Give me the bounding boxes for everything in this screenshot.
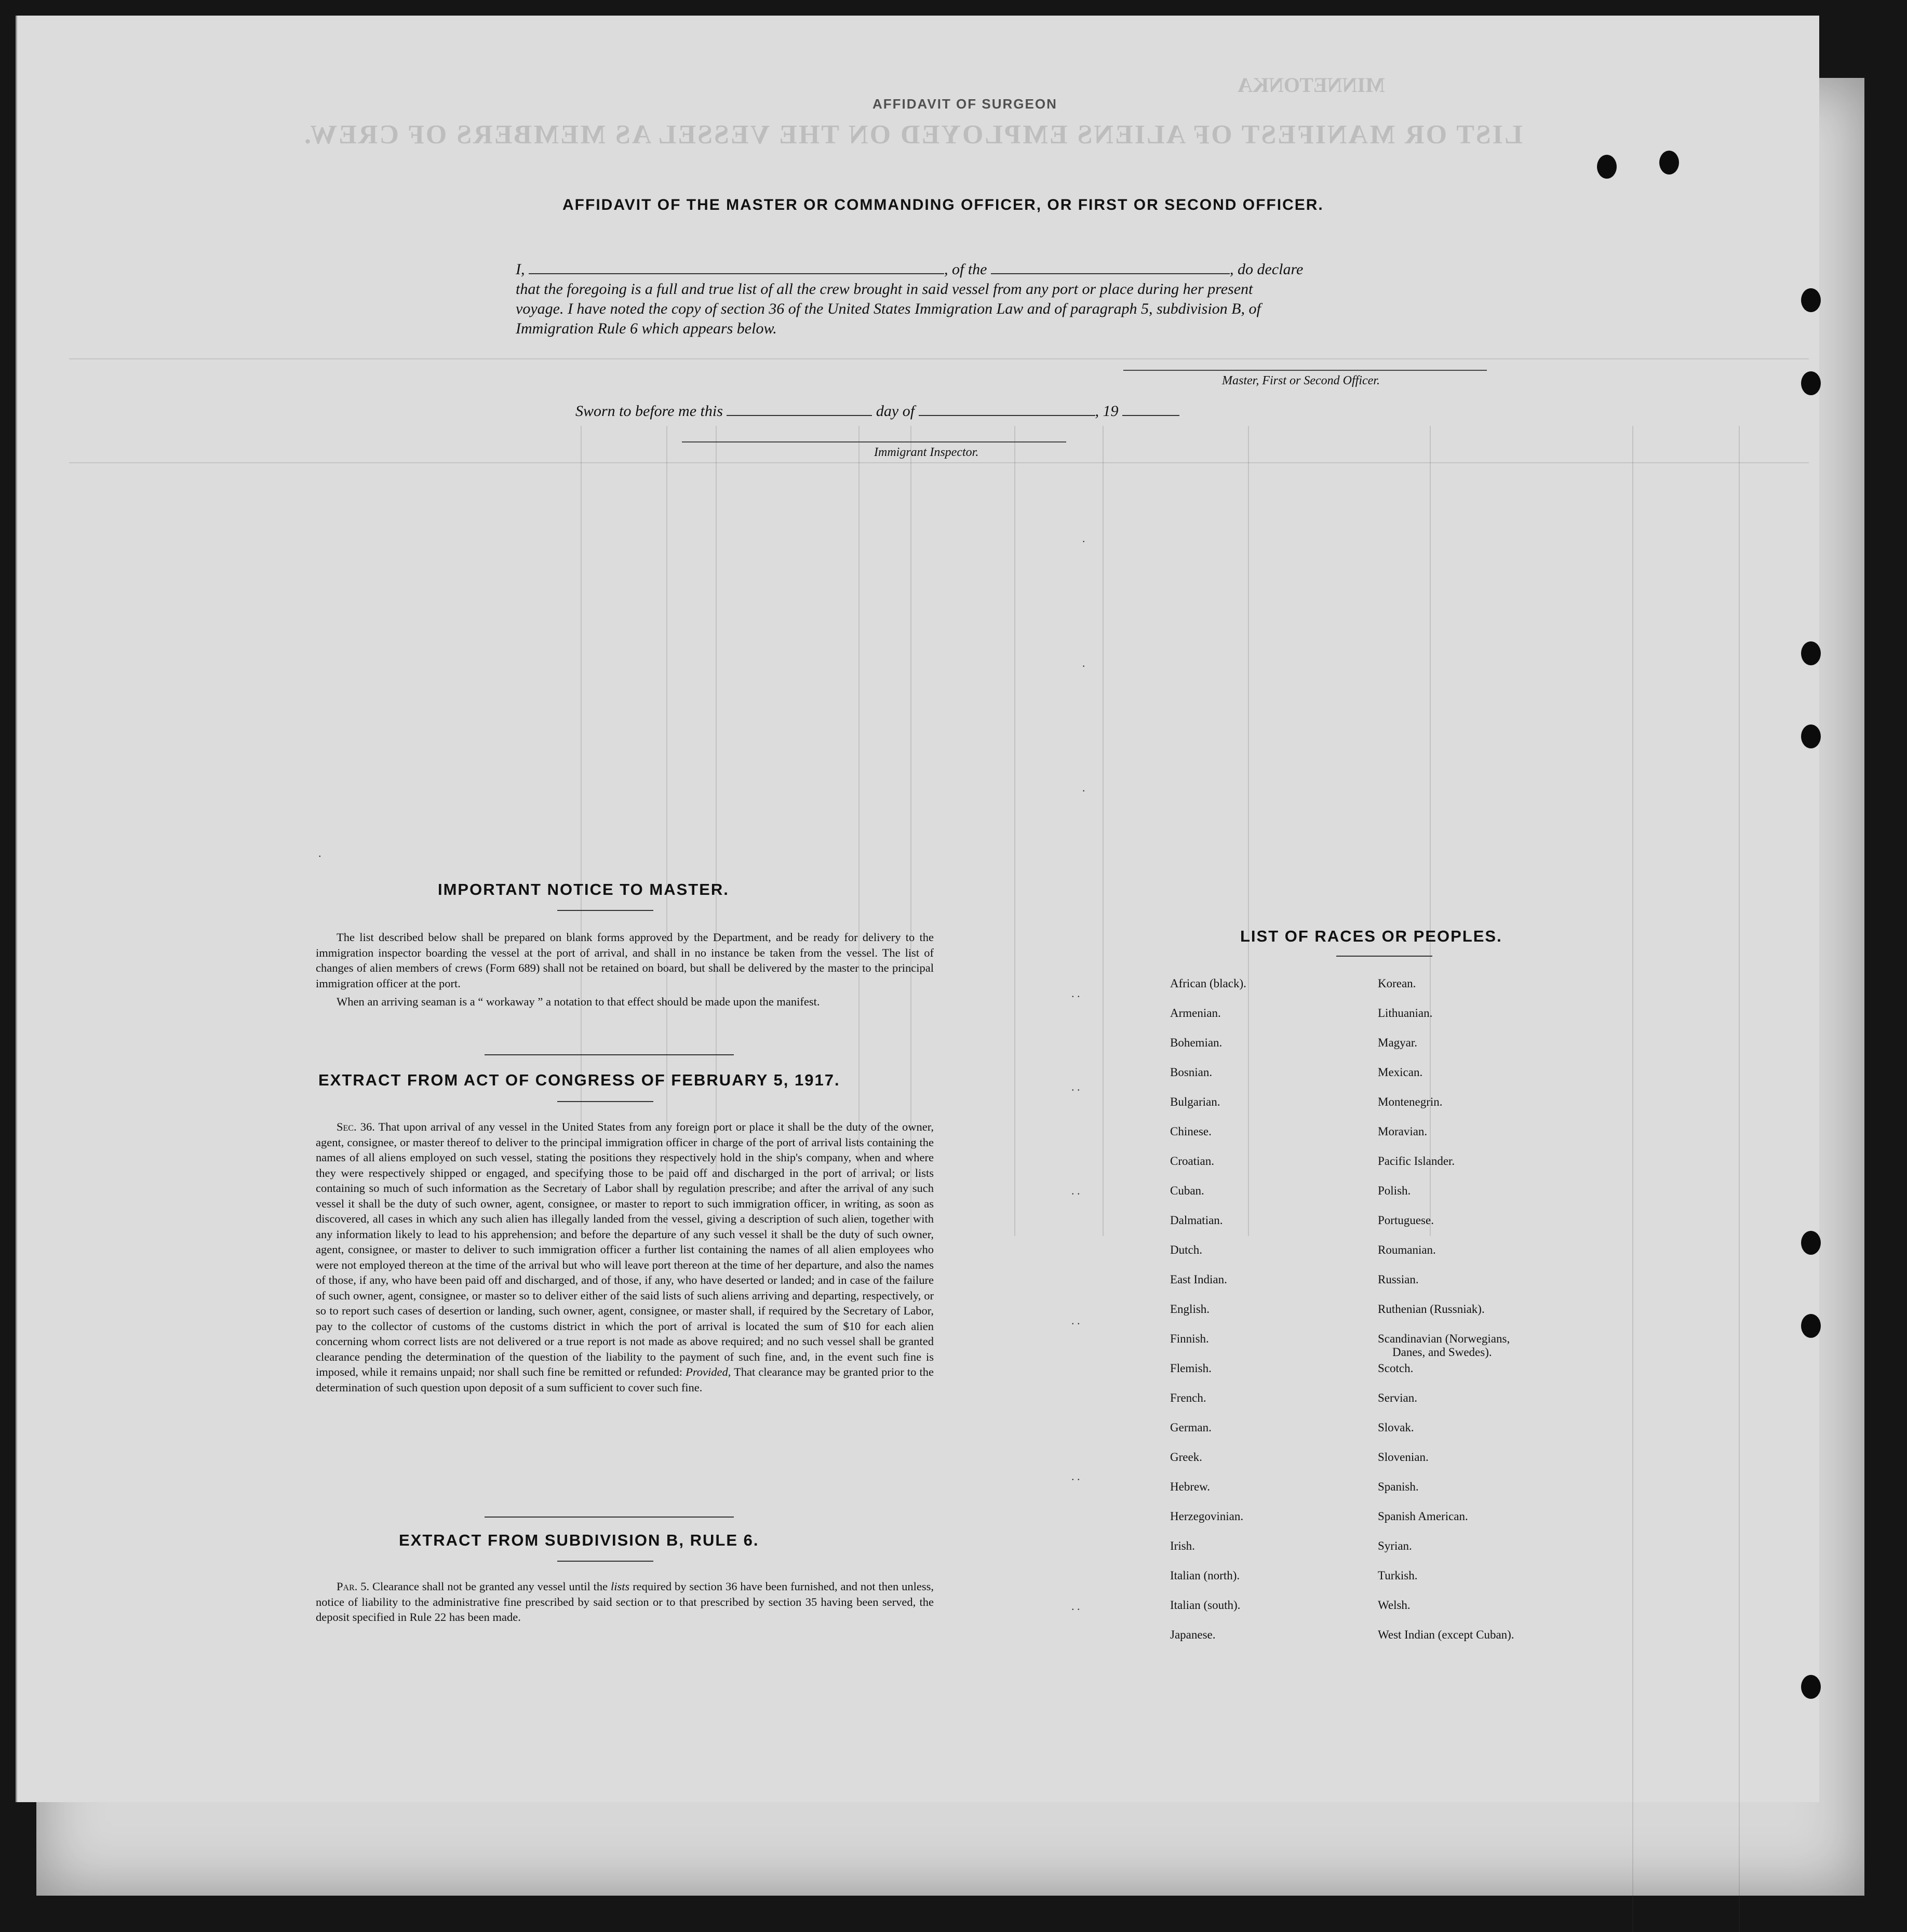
race-item: Armenian. (1170, 1007, 1221, 1019)
declaration-i: I, (516, 261, 525, 278)
declaration-line-3: voyage. I have noted the copy of section 36 of the United States Immigration Law and of paragraph 5, subdivision B, of (516, 300, 1261, 317)
sworn-year-blank[interactable] (1122, 403, 1179, 416)
sworn-prefix: Sworn to before me this (575, 403, 723, 420)
race-item: Magyar. (1378, 1036, 1418, 1049)
underlying-form-title: AFFIDAVIT OF SURGEON (872, 96, 1057, 112)
race-item: Polish. (1378, 1184, 1411, 1197)
race-item: West Indian (except Cuban). (1378, 1628, 1514, 1641)
act-extract-text (316, 1119, 934, 1395)
race-item: Russian. (1378, 1273, 1419, 1286)
sworn-day-blank[interactable] (727, 403, 872, 416)
race-item: Irish. (1170, 1539, 1195, 1552)
declaration-of-the: , of the (944, 261, 987, 278)
races-heading: LIST OF RACES OR PEOPLES. (1240, 927, 1502, 945)
par-5-label: Par. 5. (337, 1580, 370, 1593)
race-item: Slovak. (1378, 1421, 1414, 1434)
sworn-month-blank[interactable] (919, 403, 1095, 416)
notice-rule (557, 910, 653, 911)
act-extract-heading: EXTRACT FROM ACT OF CONGRESS OF FEBRUARY 5, 1917. (318, 1071, 840, 1089)
race-item: Cuban. (1170, 1184, 1204, 1197)
race-item: Pacific Islander. (1378, 1155, 1455, 1168)
par-5-lists: lists (611, 1580, 630, 1593)
race-item: Syrian. (1378, 1539, 1412, 1552)
race-item: Montenegrin. (1378, 1095, 1443, 1108)
race-item: Finnish. (1170, 1332, 1209, 1345)
race-item (1378, 1332, 1514, 1361)
par-5-text-b: required by section 36 have been furnished, and not then unless, notice of liability to the administrative fine prescribed by said section or to that prescribed by section 35 having been served, the deposit specified in Rule 22 has been made. (316, 1580, 934, 1624)
race-item: Servian. (1378, 1391, 1418, 1404)
race-item: Welsh. (1378, 1599, 1411, 1612)
race-item: Roumanian. (1378, 1243, 1436, 1256)
provided-word: Provided, (686, 1365, 731, 1378)
race-item: Bulgarian. (1170, 1095, 1220, 1108)
race-item-scandinavian-cont: Danes, and Swedes). (1392, 1346, 1492, 1359)
declaration-line-2: that the foregoing is a full and true list of all the crew brought in said vessel from any port or place during her present (516, 280, 1253, 298)
race-item: Mexican. (1378, 1066, 1423, 1079)
races-rule (1336, 956, 1432, 957)
notice-paragraph-1: The list described below shall be prepared on blank forms approved by the Department, and be ready for delivery to the immigration inspector boarding the vessel at the port of arrival, and shall in no instance be taken from the vessel. The list of changes of alien members of crews (Form 689) shall not be retained on board, but shall be delivered by the master to the principal immigration officer at the port. (316, 931, 934, 990)
affidavit-heading: AFFIDAVIT OF THE MASTER OR COMMANDING OFFICER, OR FIRST OR SECOND OFFICER. (562, 196, 1324, 213)
race-item: Italian (north). (1170, 1569, 1240, 1582)
punch-hole (1801, 641, 1821, 665)
race-item: Herzegovinian. (1170, 1510, 1244, 1523)
race-item: Ruthenian (Russniak). (1378, 1303, 1485, 1316)
race-item: Portuguese. (1378, 1214, 1434, 1227)
par-5-text-a: Clearance shall not be granted any vessel until the (372, 1580, 608, 1593)
document-page: MINNETONKA LIST OR MANIFEST OF ALIENS EMPLOYED ON THE VESSEL AS MEMBERS OF CREW. AFFIDAVIT OF THE MASTER OR COMMANDING OFFICER, OR FIRST OR SECOND OFFICER. I, , of the , do declare that the foregoing is a full and true list of all the crew brought in said vessel from any port or place during her present voyage. I have noted the copy of section 36 of the United States Immigration Law and of paragraph 5, subdivision B, of Immigration Rule 6 which appears below. Master, First or Second Officer. Sworn to before me this day of , 19 Immigrant Inspector. · · · . . . . . . . . . . . . . IMPORTANT NOTICE TO MASTER. The list described below shall be prepared on blank forms approved by the Department, and be ready for delivery to the immigration inspector boarding the vessel at the port of arrival, and shall in no instance be taken from the vessel. The list of changes of alien members of crews (Form 689) shall not be retained on board, but shall be delivered by the master to the principal immigration officer at the port. When an arriving seaman is a “ workaway ” a notation to that effect should be made upon the manifest. EXTRACT FROM ACT OF CONGRESS OF FEBRUARY 5, 1917. Sec. 36. That upon arrival of any vessel in the United States from any foreign port or place it shall be the duty of the owner, agent, consignee, or master thereof to deliver to the principal immigration officer in charge of the port of arrival lists containing the names of all aliens employed on such vessel, stating the positions they respectively hold in the ship's company, when and where they were respectively shipped or engaged, and specifying those to be paid off and discharged in the port of arrival; or lists containing so much of such information as the Secretary of Labor shall by regulation prescribe; and after the arrival of any such vessel it shall be the duty of such owner, agent, consignee, or master to report to such immigration officer, in writing, as soon as discovered, all cases in which any such alien has illegally landed from the vessel, giving a description of such alien, together with any information likely to lead to his apprehension; and before the departure of any such vessel it shall be the duty of such owner, agent, consignee, or master to deliver to such immigration officer a further list containing the names of all alien employees who were not employed thereon at the time of the arrival but who will leave port thereon at the time of her departure, and also the names of those, if any, who have been paid off and discharged, and of those, if any, who have deserted or landed; and in case of the failure of such owner, agent, consignee, or master so to deliver either of the said lists of such aliens arriving and departing, respectively, or so to report such cases of desertion or landing, such owner, agent, consignee, or master shall, if required by the Secretary of Labor, pay to the collector of customs of the customs district in which the port of arrival is located the sum of $10 for each alien concerning whom correct lists are not delivered or a true report is not made as above required; and no such vessel shall be granted clearance pending the determination of the question of the liability to the payment of such fine, and, in the event such fine is imposed, while it remains unpaid; nor shall such fine be remitted or refunded: Provided, That clearance may be granted prior to the determination of such question upon deposit of a sum sufficient to cover such fine. EXTRACT FROM SUBDIVISION B, RULE 6. Par. 5. Clearance shall not be granted any vessel until the lists required by section 36 have been furnished, and not then unless, notice of liability to the administrative fine prescribed by said section or to that prescribed by section 35 having been served, the deposit specified in Rule 22 has been made. LIST OF RACES OR PEOPLES. African (black). Armenian. Bohemian. Bosnian. Bulgarian. Chinese. Croatian. Cuban. Dalmatian. Dutch. East Indian. English. Finnish. Flemish. French. German. Greek. Hebrew. Herzegovinian. Irish. Italian (north). Italian (south). Japanese. Korean. Lithuanian. Magyar. Mexican. Montenegrin. Moravian. Pacific Islander. Polish. Portuguese. Roumanian. Russian. Ruthenian (Russniak). Scandinavian (Norwegians, Danes, and Swedes). Scotch. Servian. Slovak. Slovenian. Spanish. Spanish American. Syrian. Turkish. Welsh. West Indian (except Cuban). (16, 16, 1819, 1802)
name-blank[interactable] (529, 261, 944, 274)
race-item: African (black). (1170, 977, 1246, 990)
notice-paragraph-2: When an arriving seaman is a “ workaway ” a notation to that effect should be made upon the manifest. (337, 995, 820, 1008)
race-item: French. (1170, 1391, 1206, 1404)
punch-hole (1597, 155, 1617, 179)
declaration-line-1 (516, 260, 1502, 279)
declaration-declare: , do declare (1230, 261, 1304, 278)
race-item: East Indian. (1170, 1273, 1227, 1286)
rule-extract-text (316, 1579, 934, 1625)
master-signature-label: Master, First or Second Officer. (1222, 374, 1380, 387)
races-column-2 (1378, 976, 1514, 1657)
bleed-through-ship-name: MINNETONKA (1238, 73, 1385, 97)
sworn-line (575, 403, 1179, 420)
section-rule-1 (485, 1054, 734, 1055)
vessel-blank[interactable] (991, 261, 1230, 274)
race-item: Bohemian. (1170, 1036, 1223, 1049)
race-item: Spanish American. (1378, 1510, 1468, 1523)
sworn-day-of: day of (876, 403, 915, 420)
sec-36-body: That upon arrival of any vessel in the United States from any foreign port or place it shall be the duty of the owner, agent, consignee, or master thereof to deliver to the principal immigration officer in charge of the port of arrival lists containing the names of all aliens employed on such vessel, stating the positions they respectively hold in the ship's company, when and where they were respectively shipped or engaged, and specifying those to be paid off and discharged in the port of arrival; or lists containing so much of such information as the Secretary of Labor shall by regulation prescribe; and after the arrival of any such vessel it shall be the duty of such owner, agent, consignee, or master to report to such immigration officer, in writing, as soon as discovered, all cases in which any such alien has illegally landed from the vessel, giving a description of such alien, together with any information likely to lead to his apprehension; and before the departure of any such vessel it shall be the duty of such owner, agent, consignee, or master to deliver to such immigration officer a further list containing the names of all alien employees who were not employed thereon at the time of the arrival but who will leave port thereon at the time of her departure, and also the names of those, if any, who have been paid off and discharged, and of those, if any, who have deserted or landed; and in case of the failure of such owner, agent, consignee, or master so to deliver either of the said lists of such aliens arriving and departing, respectively, or so to report such cases of desertion or landing, such owner, agent, consignee, or master shall, if required by the Secretary of Labor, pay to the collector of customs of the customs district in which the port of arrival is located the sum of $10 for each alien concerning whom correct lists are not delivered or a true report is not made as above required; and no such vessel shall be granted clearance pending the determination of the question of the liability to the payment of such fine, and, in the event such fine is imposed, while it remains unpaid; nor shall such fine be remitted or refunded: (316, 1120, 934, 1378)
act-extract-rule (557, 1101, 653, 1102)
punch-hole (1801, 725, 1821, 748)
race-item: Dutch. (1170, 1243, 1202, 1256)
section-rule-2 (485, 1517, 734, 1518)
race-item: English. (1170, 1303, 1210, 1316)
punch-hole (1801, 371, 1821, 395)
race-item: Moravian. (1378, 1125, 1428, 1138)
race-item: Greek. (1170, 1451, 1202, 1464)
rule-extract-heading: EXTRACT FROM SUBDIVISION B, RULE 6. (399, 1531, 759, 1549)
sec-36-end: That clearance may be granted prior to the determination of such question upon deposit of a sum sufficient to cover such fine. (316, 1365, 934, 1394)
race-item: Bosnian. (1170, 1066, 1213, 1079)
race-item: Turkish. (1378, 1569, 1418, 1582)
races-column-1 (1170, 976, 1246, 1657)
race-item: Flemish. (1170, 1362, 1212, 1375)
rule-extract-rule (557, 1561, 653, 1562)
race-item: Scotch. (1378, 1362, 1414, 1375)
race-item: Korean. (1378, 977, 1416, 990)
notice-heading: IMPORTANT NOTICE TO MASTER. (438, 880, 729, 898)
race-item: Spanish. (1378, 1480, 1419, 1493)
punch-hole (1659, 151, 1679, 175)
punch-hole (1801, 1675, 1821, 1699)
notice-text (316, 930, 934, 1010)
race-item: Croatian. (1170, 1155, 1214, 1168)
sworn-year: , 19 (1095, 403, 1119, 420)
sec-36-label: Sec. 36. (337, 1120, 375, 1133)
punch-hole (1801, 1231, 1821, 1255)
race-item: Chinese. (1170, 1125, 1212, 1138)
race-item: Lithuanian. (1378, 1007, 1433, 1019)
race-item: German. (1170, 1421, 1212, 1434)
race-item-scandinavian: Scandinavian (Norwegians, (1378, 1332, 1510, 1345)
master-signature-line[interactable] (1123, 370, 1487, 371)
race-item: Japanese. (1170, 1628, 1216, 1641)
punch-hole (1801, 1314, 1821, 1338)
bleed-through-title: LIST OR MANIFEST OF ALIENS EMPLOYED ON THE VESSEL AS MEMBERS OF CREW. (303, 120, 1523, 150)
race-item: Dalmatian. (1170, 1214, 1223, 1227)
race-item: Slovenian. (1378, 1451, 1429, 1464)
inspector-signature-line[interactable] (682, 441, 1066, 442)
race-item: Hebrew. (1170, 1480, 1211, 1493)
punch-hole (1801, 288, 1821, 312)
declaration-line-4: Immigration Rule 6 which appears below. (516, 320, 777, 337)
race-item: Italian (south). (1170, 1599, 1241, 1612)
declaration-text (516, 260, 1502, 339)
inspector-label: Immigrant Inspector. (874, 446, 979, 459)
